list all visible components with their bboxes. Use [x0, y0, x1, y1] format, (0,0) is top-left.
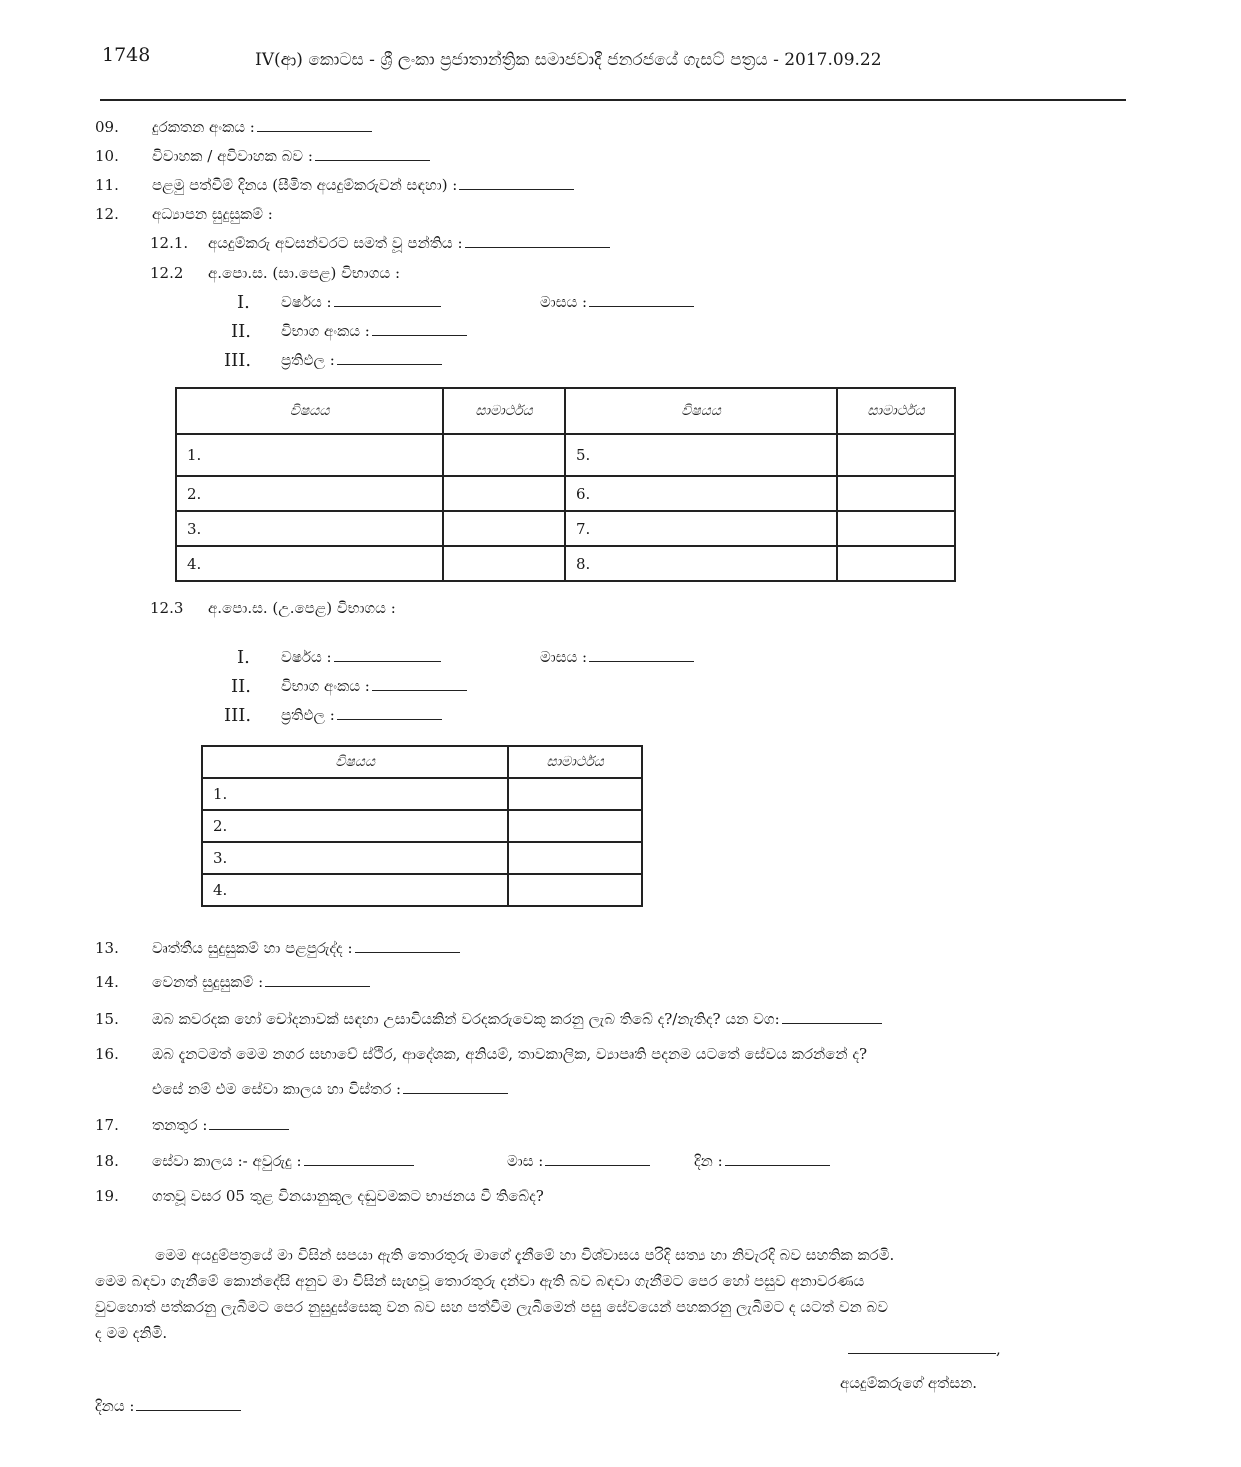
item-12-3-number: 12.3	[150, 599, 184, 617]
conviction-status-field[interactable]	[782, 1022, 882, 1024]
gazette-header-title: IV(ආ) කොටස - ශ්‍රී ලංකා ප්‍රජාතාන්ත්‍රික සමාජවාදී ජනරජයේ ගැසට් පත්‍රය - 2017.09.22	[255, 50, 882, 70]
item-10-label: විවාහක / අවිවාහක බව :	[152, 147, 313, 165]
ol-subject-cell[interactable]: 7.	[565, 511, 837, 546]
item-19-label: ගතවූ වසර 05 තුළ විනයානුකූල දඬුවමකට භාජනය වී තිබේද?	[152, 1187, 544, 1205]
ol-grade-cell[interactable]	[837, 476, 955, 511]
al-grade-cell[interactable]	[508, 842, 642, 874]
item-18-month-row	[507, 1152, 650, 1170]
item-14-row	[152, 973, 370, 991]
al-results-label: ප්‍රතිඵල :	[281, 706, 335, 724]
ol-subject-cell[interactable]: 1.	[176, 434, 443, 476]
item-12-3-label: අ.පො.ස. (උ.පෙළ) විභාගය :	[208, 599, 396, 617]
al-exam-number-field[interactable]	[372, 689, 467, 691]
service-days-field[interactable]	[725, 1164, 830, 1166]
al-year-label: වර්ෂය :	[281, 648, 332, 666]
ol-subject-cell[interactable]: 3.	[176, 511, 443, 546]
al-exam-number-label: විභාග අංකය :	[281, 677, 370, 695]
al-year-field[interactable]	[334, 660, 441, 662]
ol-results-field[interactable]	[337, 363, 442, 365]
ol-exam-number-index: II.	[231, 321, 251, 342]
al-subject-cell[interactable]: 1.	[202, 778, 508, 810]
al-results-field[interactable]	[337, 718, 442, 720]
date-label: දිනය :	[95, 1397, 135, 1415]
al-subject-cell[interactable]: 4.	[202, 874, 508, 906]
item-09-row	[152, 118, 372, 136]
ol-grade-cell[interactable]	[443, 546, 565, 581]
ol-grade-header-1: සාමාර්ථය	[443, 388, 565, 434]
ol-month-label: මාසය :	[540, 293, 588, 311]
ol-grade-cell[interactable]	[443, 476, 565, 511]
ol-results-table	[175, 387, 956, 582]
item-13-row	[152, 939, 460, 957]
ol-subject-header-2: විෂයය	[565, 388, 837, 434]
page-number: 1748	[102, 44, 151, 66]
al-grade-cell[interactable]	[508, 778, 642, 810]
ol-subject-cell[interactable]: 6.	[565, 476, 837, 511]
item-12-2-label: අ.පො.ස. (සා.පෙළ) විභාගය :	[208, 264, 401, 282]
item-18-day-label: දින :	[694, 1152, 723, 1170]
ol-year-row	[281, 293, 441, 311]
ol-subject-cell[interactable]: 2.	[176, 476, 443, 511]
item-12-1-label: අයදුම්කරු අවසන්වරට සමත් වූ පන්තිය :	[208, 234, 463, 252]
al-year-number: I.	[237, 647, 250, 668]
professional-qualifications-field[interactable]	[355, 951, 460, 953]
phone-number-field[interactable]	[257, 130, 372, 132]
ol-results-row	[281, 351, 442, 369]
al-results-index: III.	[224, 705, 252, 726]
item-11-number: 11.	[95, 176, 119, 194]
ol-year-field[interactable]	[334, 305, 441, 307]
ol-subject-cell[interactable]: 8.	[565, 546, 837, 581]
ol-exam-number-field[interactable]	[372, 334, 467, 336]
ol-grade-header-2: සාමාර්ථය	[837, 388, 955, 434]
item-16b-label: එසේ නම් එම සේවා කාලය හා විස්තර :	[152, 1080, 402, 1098]
al-subject-cell[interactable]: 3.	[202, 842, 508, 874]
item-09-label: දුරකතන අංකය :	[152, 118, 255, 136]
item-11-label: පළමු පත්වීම් දිනය (සීමිත අයදුම්කරුවන් සඳහා) :	[152, 176, 458, 194]
item-17-number: 17.	[95, 1116, 119, 1134]
signature-field[interactable]	[848, 1352, 996, 1354]
declaration-line-2: මෙම බඳවා ගැනීමේ කොන්දේසි අනුව මා විසින් සැඟවූ තොරතුරු දන්වා ඇති බව බඳවා ගැනීමට පෙර හෝ පසුව අනාවරණය	[95, 1272, 865, 1290]
ol-exam-number-row	[281, 322, 467, 340]
item-18-number: 18.	[95, 1152, 119, 1170]
item-15-label: ඔබ කවරදක හෝ චෝදනාවක් සඳහා උසාවියකින් වරදකරුවෙකු කරනු ලැබ තිබේ ද?/නැතිද? යන වග:	[152, 1010, 780, 1028]
ol-grade-cell[interactable]	[837, 546, 955, 581]
al-subject-cell[interactable]: 2.	[202, 810, 508, 842]
date-field[interactable]	[136, 1409, 241, 1411]
item-16-label: ඔබ දැනටමත් මෙම නගර සභාවේ ස්ථිර, ආදේශක, අනියම්, තාවකාලික, ව්‍යාපෘති පදනම යටතේ සේවය කරන්නේ ද?	[152, 1045, 868, 1063]
ol-month-row	[540, 293, 694, 311]
al-month-field[interactable]	[589, 660, 694, 662]
al-year-row	[281, 648, 441, 666]
item-12-label: අධ්‍යාපන සුදුසුකම් :	[152, 205, 273, 223]
item-18-label: සේවා කාලය :- අවුරුදු :	[152, 1152, 302, 1170]
item-10-row	[152, 147, 430, 165]
item-13-label: වෘත්තීය සුදුසුකම් හා පළපුරුද්ද :	[152, 939, 353, 957]
item-15-row	[152, 1010, 882, 1028]
date-row	[95, 1397, 241, 1415]
signature-row	[848, 1340, 1001, 1358]
ol-results-index: III.	[224, 350, 252, 371]
ol-subject-cell[interactable]: 4.	[176, 546, 443, 581]
service-years-field[interactable]	[304, 1164, 414, 1166]
ol-subject-header-1: විෂයය	[176, 388, 443, 434]
al-results-row	[281, 706, 442, 724]
last-passed-class-field[interactable]	[465, 246, 610, 248]
item-09-number: 09.	[95, 118, 119, 136]
item-12-2-number: 12.2	[150, 264, 184, 282]
service-details-field[interactable]	[403, 1092, 508, 1094]
first-appointment-date-field[interactable]	[459, 188, 574, 190]
item-11-row	[152, 176, 574, 194]
ol-grade-cell[interactable]	[837, 511, 955, 546]
ol-year-label: වර්ෂය :	[281, 293, 332, 311]
item-14-label: වෙනත් සුදුසුකම් :	[152, 973, 264, 991]
item-19-number: 19.	[95, 1187, 119, 1205]
al-month-label: මාසය :	[540, 648, 588, 666]
marital-status-field[interactable]	[315, 159, 430, 161]
declaration-line-3: වුවහොත් පත්කරනු ලැබීමට පෙර නුසුදුස්සෙකු වන බව සහ පත්වීම ලැබීමෙන් පසු සේවයෙන් පහකරනු ලැබීමට ද යටත් වන බව	[95, 1298, 889, 1316]
item-16b-row	[152, 1080, 508, 1098]
ol-grade-cell[interactable]	[443, 511, 565, 546]
item-17-row	[152, 1116, 289, 1134]
item-12-number: 12.	[95, 205, 119, 223]
declaration-line-4: ද මම දනිමි.	[95, 1324, 168, 1342]
header-rule	[100, 99, 1126, 101]
item-18-day-row	[694, 1152, 830, 1170]
al-exam-number-row	[281, 677, 467, 695]
ol-subject-cell[interactable]: 5.	[565, 434, 837, 476]
al-grade-cell[interactable]	[508, 874, 642, 906]
item-10-number: 10.	[95, 147, 119, 165]
item-14-number: 14.	[95, 973, 119, 991]
declaration-line-1: මෙම අයදුම්පත්‍රයේ මා විසින් සපයා ඇති තොරතුරු මාගේ දැනීමේ හා විශ්වාසය පරිදි සත්‍ය හා නිවැරදි බව සහතික කරමි.	[155, 1246, 895, 1264]
item-18-row	[152, 1152, 414, 1170]
service-months-field[interactable]	[545, 1164, 650, 1166]
item-12-1-row	[208, 234, 610, 252]
al-grade-header: සාමාර්ථය	[508, 746, 642, 778]
item-17-label: තනතුර :	[152, 1116, 208, 1134]
item-15-number: 15.	[95, 1010, 119, 1028]
al-month-row	[540, 648, 694, 666]
other-qualifications-field[interactable]	[265, 985, 370, 987]
ol-year-number: I.	[237, 292, 250, 313]
al-subject-header: විෂයය	[202, 746, 508, 778]
ol-month-field[interactable]	[589, 305, 694, 307]
al-results-table	[201, 745, 643, 907]
item-12-1-number: 12.1.	[150, 234, 189, 252]
position-field[interactable]	[209, 1128, 289, 1130]
ol-grade-cell[interactable]	[443, 434, 565, 476]
al-exam-number-index: II.	[231, 676, 251, 697]
signature-comma: ,	[996, 1340, 1001, 1358]
item-18-month-label: මාස :	[507, 1152, 544, 1170]
ol-grade-cell[interactable]	[837, 434, 955, 476]
ol-results-label: ප්‍රතිඵල :	[281, 351, 335, 369]
al-grade-cell[interactable]	[508, 810, 642, 842]
signature-label: අයදුම්කරුගේ අත්සන.	[840, 1374, 978, 1392]
item-13-number: 13.	[95, 939, 119, 957]
item-16-number: 16.	[95, 1045, 119, 1063]
ol-exam-number-label: විභාග අංකය :	[281, 322, 370, 340]
